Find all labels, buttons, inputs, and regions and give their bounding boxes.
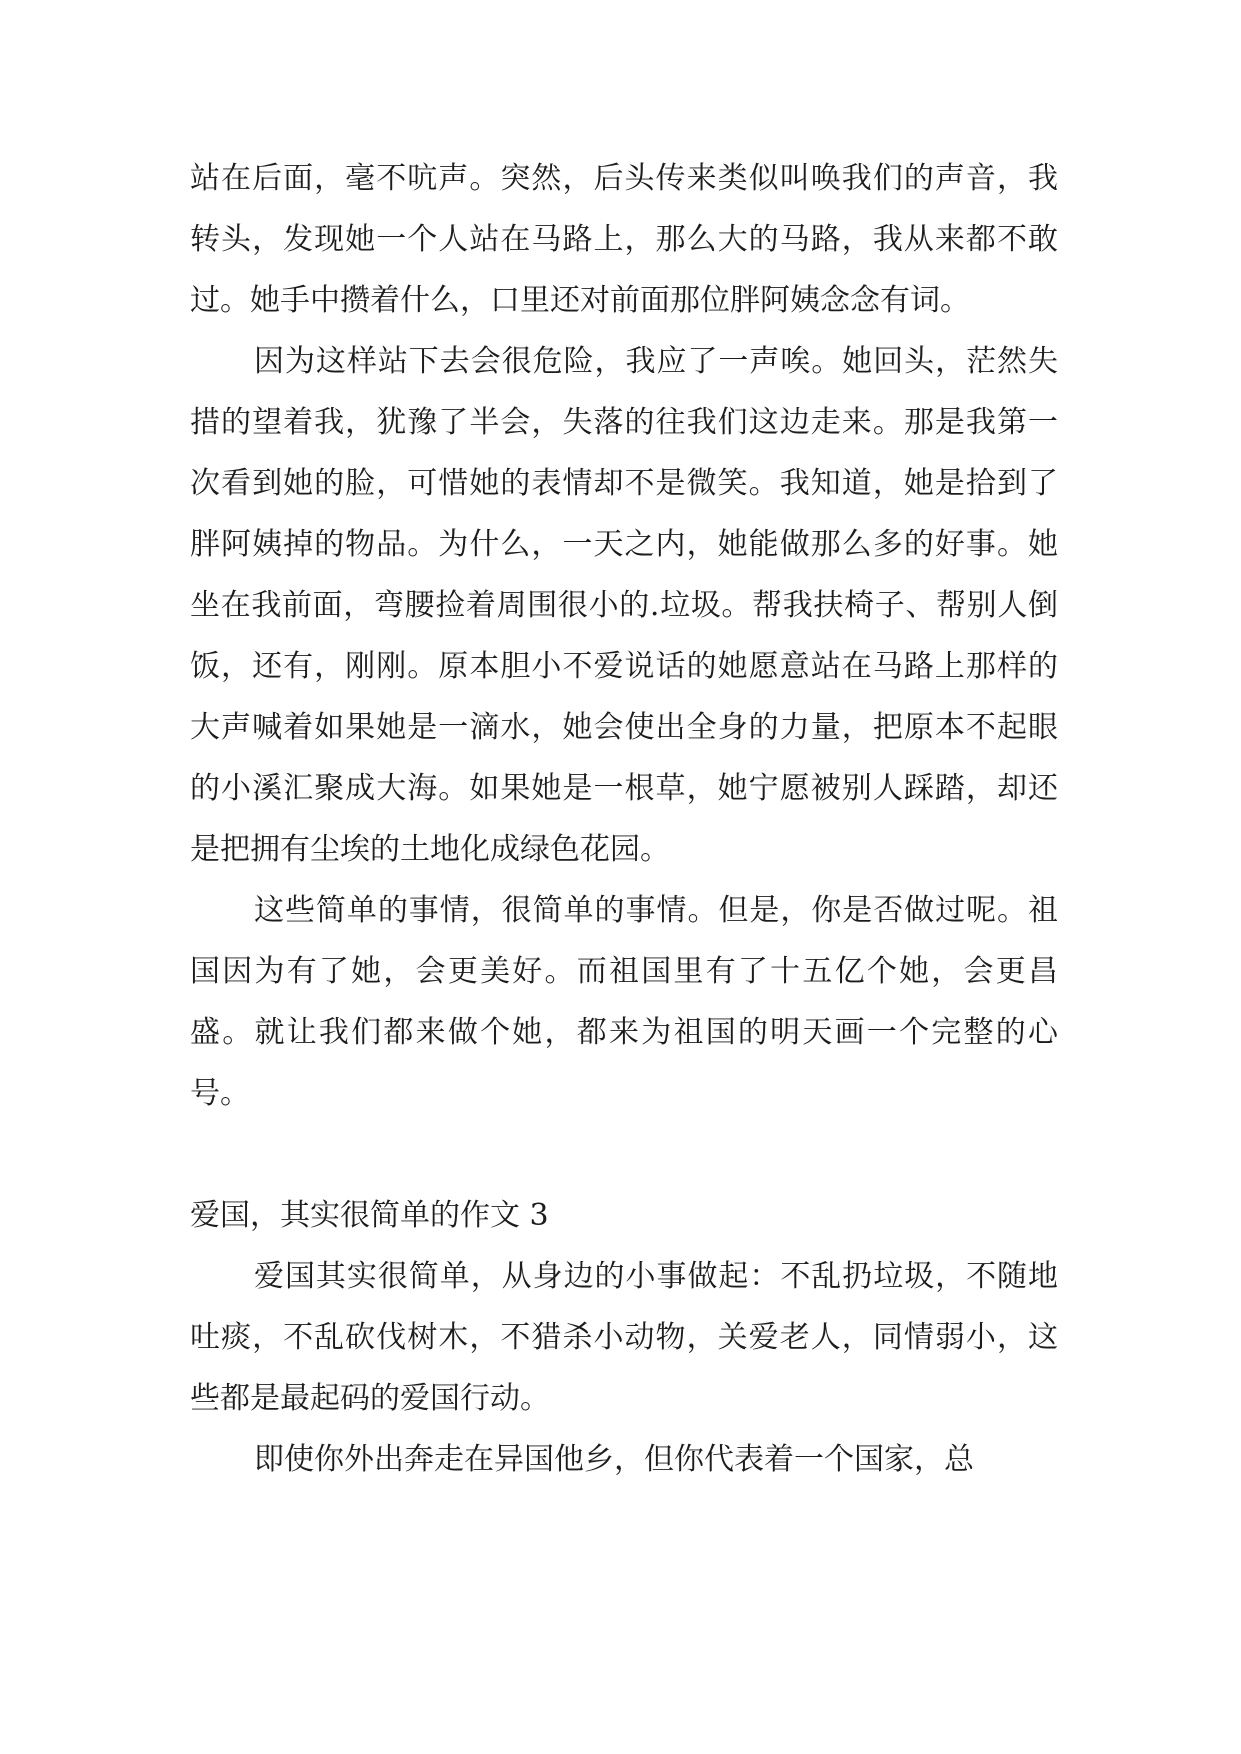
- section-paragraph-2: 即使你外出奔走在异国他乡，但你代表着一个国家，总: [254, 1442, 974, 1477]
- document-body: [190, 148, 1058, 1490]
- section-heading: 爱国，其实很简单的作文 3: [190, 1198, 549, 1233]
- paragraph-2: 因为这样站下去会很危险，我应了一声唉。她回头，茫然失措的望着我，犹豫了半会，失落的往我们这边走来。那是我第一次看到她的脸，可惜她的表情却不是微笑。我知道，她是拾到了胖阿姨掉的物品。为什么，一天之内，她能做那么多的好事。她坐在我前面，弯腰捡着周围很小的.垃圾。帮我扶椅子、帮别人倒饭，还有，刚刚。原本胆小不爱说话的她愿意站在马路上那样的大声喊着如果她是一滴水，她会使出全身的力量，把原本不起眼的小溪汇聚成大海。如果她是一根草，她宁愿被别人踩踏，却还是把拥有尘埃的土地化成绿色花园。: [190, 344, 1058, 867]
- paragraph-1: 站在后面，毫不吭声。突然，后头传来类似叫唤我们的声音，我转头，发现她一个人站在马路上，那么大的马路，我从来都不敢过。她手中攒着什么，口里还对前面那位胖阿姨念念有词。: [190, 161, 1058, 318]
- section-paragraph-1: 爱国其实很简单，从身边的小事做起：不乱扔垃圾，不随地吐痰，不乱砍伐树木，不猎杀小动物，关爱老人，同情弱小，这些都是最起码的爱国行动。: [190, 1259, 1058, 1416]
- paragraph-3: 这些简单的事情，很简单的事情。但是，你是否做过呢。祖国因为有了她，会更美好。而祖国里有了十五亿个她，会更昌盛。就让我们都来做个她，都来为祖国的明天画一个完整的心号。: [190, 893, 1058, 1111]
